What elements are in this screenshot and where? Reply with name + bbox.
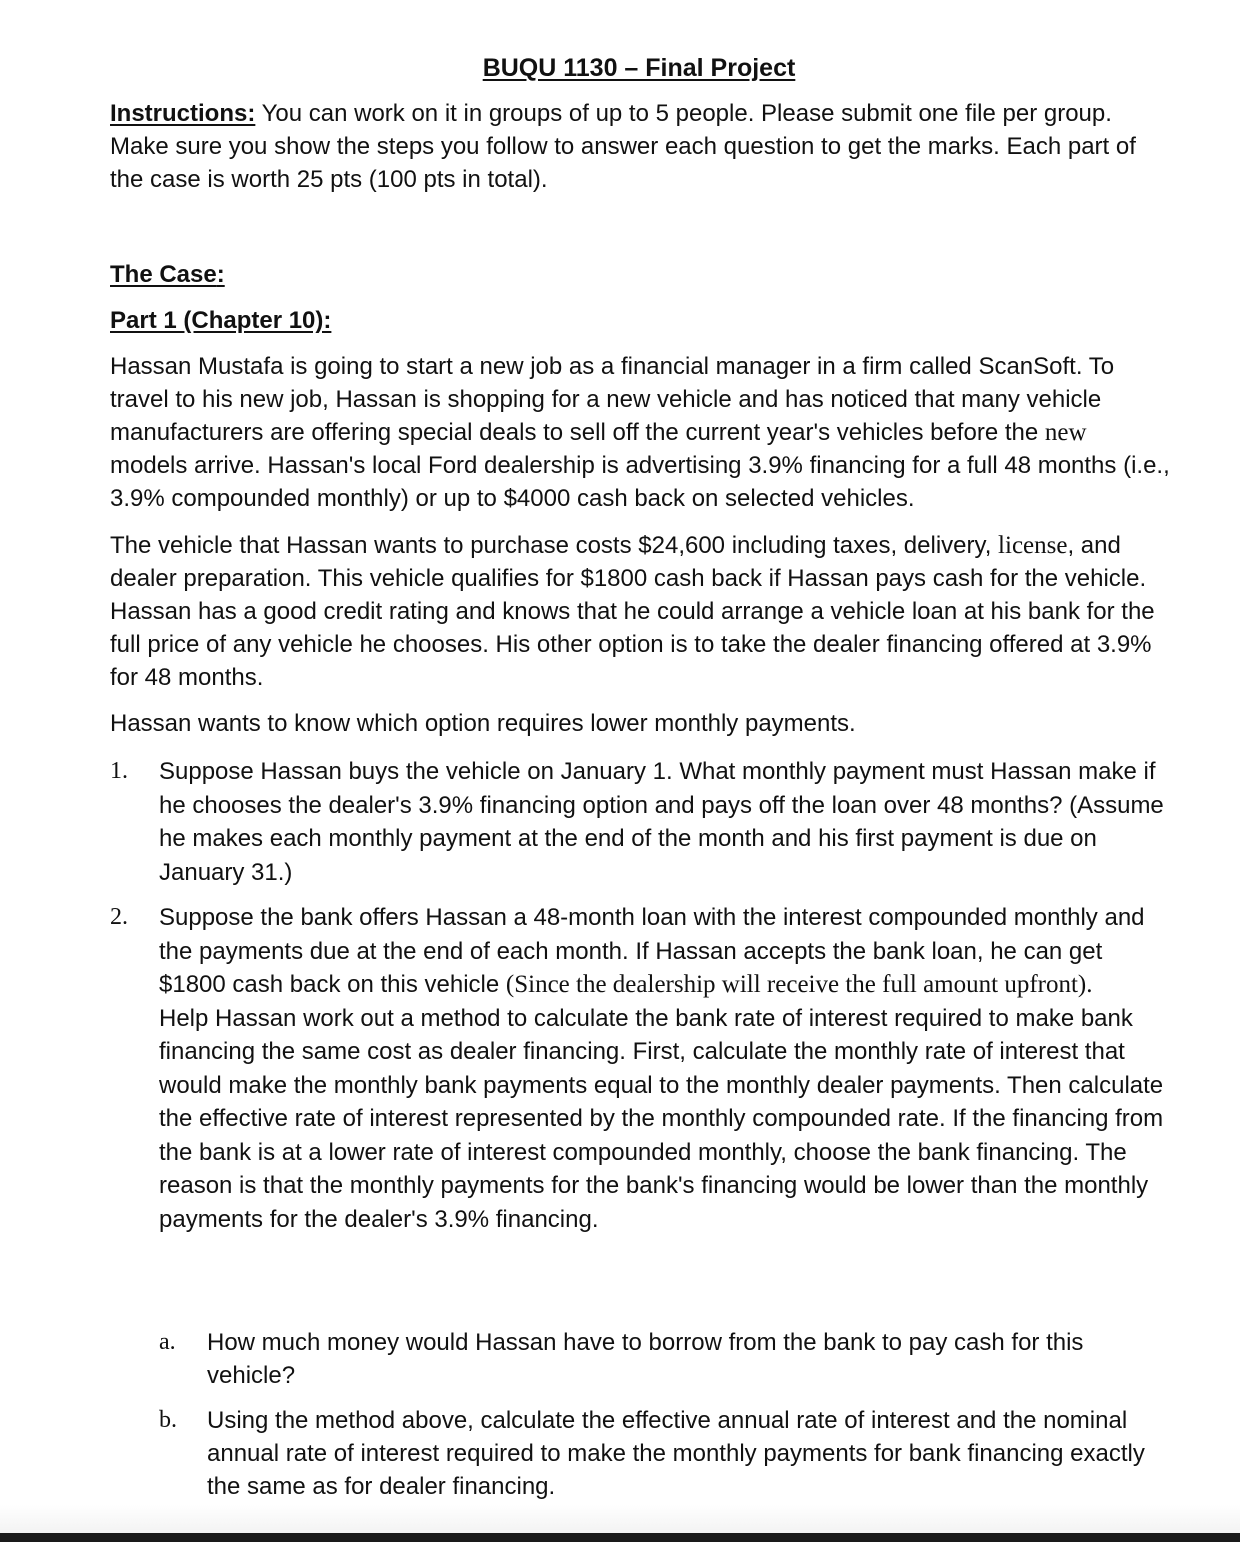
question-2-text-serif: (Since the dealership will receive the full amount upfront). xyxy=(505,971,1093,998)
case-paragraph-2-serif: license xyxy=(998,532,1068,559)
instructions-text: You can work on it in groups of up to 5 people. Please submit one file per group. Make sure you show the steps you follow to answer each question to get the marks. Each part of the case is worth 25 pts (100 pts in total). xyxy=(110,100,1136,193)
sub-question-a-text: How much money would Hassan have to borrow from the bank to pay cash for this vehicle? xyxy=(207,1329,1084,1389)
sub-question-a-letter: a. xyxy=(159,1329,176,1355)
case-paragraph-1 xyxy=(110,350,1170,515)
question-2-text-a: Suppose the bank offers Hassan a 48-month loan with the interest compounded monthly and the payments due at the end of each month. If Hassan accepts the bank loan, he can get $1800 cash back on this vehicle xyxy=(159,904,1145,998)
sub-question-b-text: Using the method above, calculate the effective annual rate of interest and the nominal annual rate of interest required to make the monthly payments for bank financing exactly the same as for dealer financing. xyxy=(207,1407,1145,1500)
question-2-body xyxy=(159,901,1170,1236)
case-paragraph-1-part-b: models arrive. Hassan's local Ford dealership is advertising 3.9% financing for a full 48 months (i.e., 3.9% compounded monthly) or up to $4000 cash back on selected vehicles. xyxy=(110,452,1170,512)
sub-question-a xyxy=(159,1326,1169,1392)
question-2-text-b: Help Hassan work out a method to calculate the bank rate of interest required to make bank financing the same cost as dealer financing. First, calculate the monthly rate of interest that would make the monthly bank payments equal to the monthly dealer payments. Then calculate the effective rate of interest represented by the monthly compounded rate. If the financing from the bank is at a lower rate of interest compounded monthly, choose the bank financing. The reason is that the monthly payments for the bank's financing would be lower than the monthly payments for the dealer's 3.9% financing. xyxy=(159,1004,1164,1233)
case-paragraph-2-part-b: , and dealer preparation. This vehicle qualifies for $1800 cash back if Hassan pays cash for the vehicle. Hassan has a good credit rating and knows that he could arrange a vehicle loan at his bank for the full price of any vehicle he chooses. His other option is to take the dealer financing offered at 3.9% for 48 months. xyxy=(110,532,1155,691)
case-heading-text: The Case xyxy=(110,261,217,288)
case-paragraph-1-serif: new xyxy=(1044,419,1087,446)
question-1 xyxy=(110,755,1170,889)
case-paragraph-1-part-a: Hassan Mustafa is going to start a new job as a financial manager in a firm called ScanSoft. To travel to his new job, Hassan is shopping for a new vehicle and has noticed that many vehicle manufacturers are offering special deals to sell off the current year's vehicles before the xyxy=(110,353,1115,446)
document-title: BUQU 1130 – Final Project xyxy=(482,54,796,82)
window-bottom-edge xyxy=(0,1533,1240,1542)
instructions-paragraph xyxy=(110,97,1170,196)
case-heading-colon: : xyxy=(216,261,225,288)
sub-question-b xyxy=(159,1404,1169,1503)
question-2-number: 2. xyxy=(110,904,128,930)
instructions-label: Instructions: xyxy=(110,100,256,127)
case-paragraph-3: Hassan wants to know which option requires lower monthly payments. xyxy=(110,710,856,737)
question-1-number: 1. xyxy=(110,758,128,784)
case-heading xyxy=(110,258,225,291)
page-bottom-shadow xyxy=(0,1505,1240,1533)
part1-heading: Part 1 (Chapter 10): xyxy=(110,307,332,334)
question-1-text: Suppose Hassan buys the vehicle on January 1. What monthly payment must Hassan make if he chooses the dealer's 3.9% financing option and pays off the loan over 48 months? (Assume he makes each monthly payment at the end of the month and his first payment is due on January 31.) xyxy=(159,758,1164,886)
case-paragraph-2-part-a: The vehicle that Hassan wants to purchase costs $24,600 including taxes, delivery, xyxy=(110,532,999,559)
sub-question-b-letter: b. xyxy=(159,1407,177,1433)
question-2 xyxy=(110,901,1170,1236)
case-paragraph-2 xyxy=(110,529,1170,694)
